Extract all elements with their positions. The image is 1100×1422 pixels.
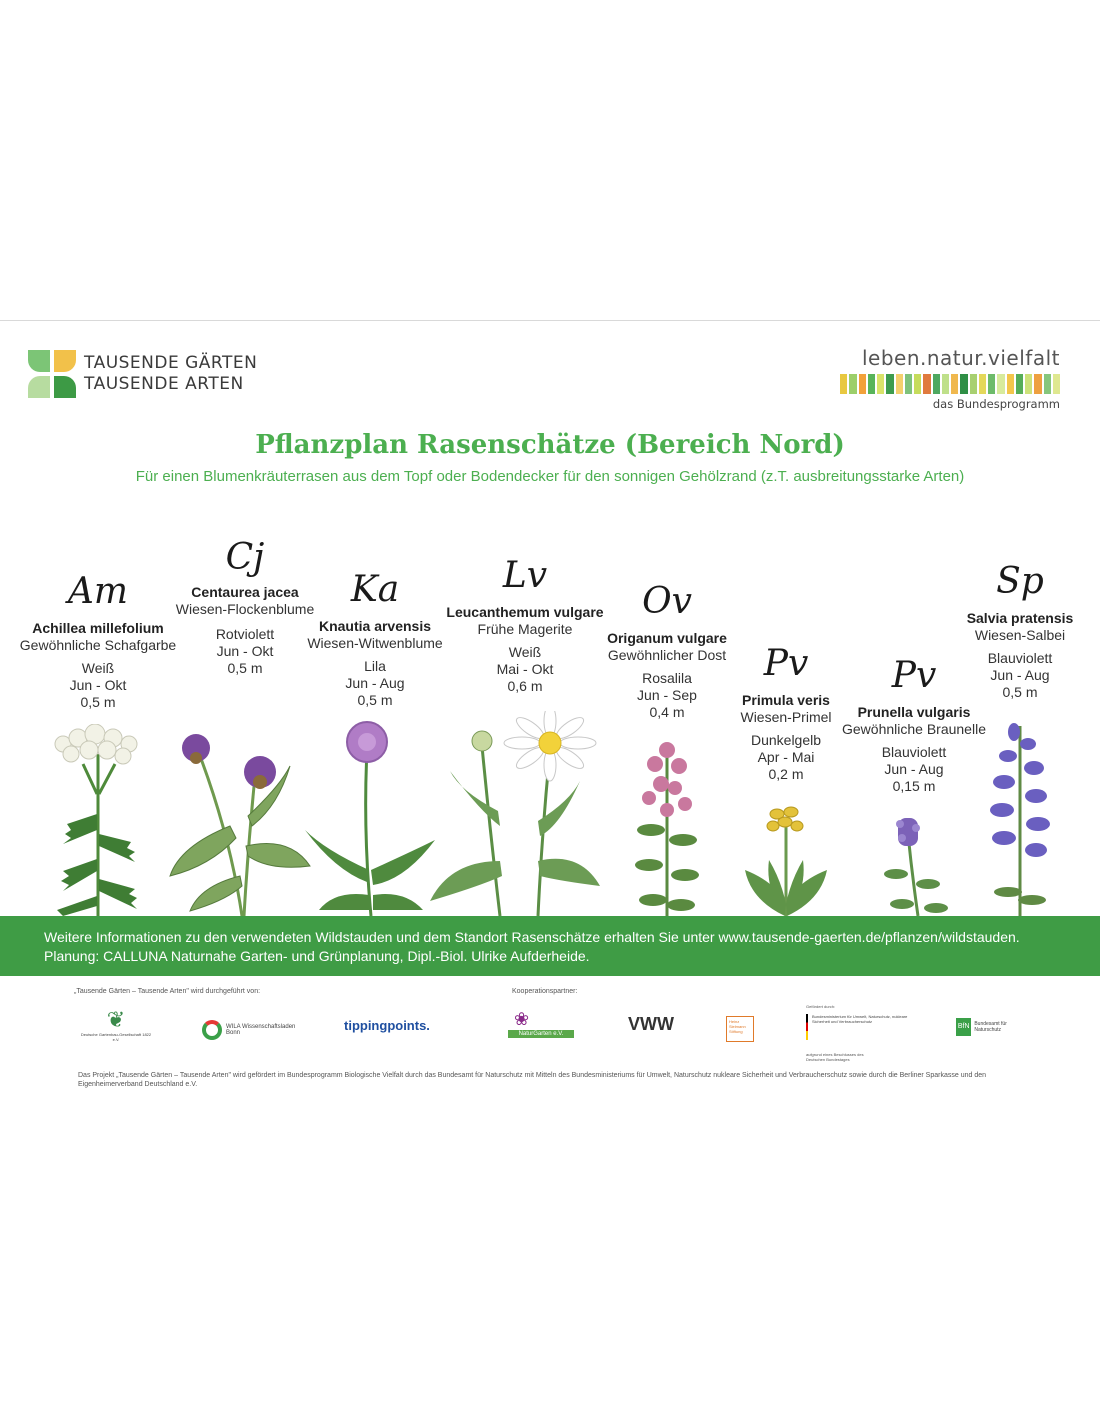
plant-height: 0,5 m bbox=[80, 694, 116, 710]
plant-bloom-time: Jun - Aug bbox=[990, 667, 1050, 683]
leaf-logo-icon bbox=[28, 350, 76, 398]
bmuv-label: Bundesministerium für Umwelt, Naturschutz, nukleare Sicherheit und Verbraucherschutz bbox=[812, 1014, 908, 1024]
executed-by-label: „Tausende Gärten – Tausende Arten" wird durchgeführt von: bbox=[74, 988, 261, 995]
plant-latin-name: Salvia pratensis bbox=[966, 610, 1074, 626]
dgg-logo bbox=[78, 1008, 154, 1042]
page-subtitle: Für einen Blumenkräuterrasen aus dem Topf oder Bodendecker für den sonnigen Gehölzrand (z.T. ausbreitungsstarke Arten) bbox=[135, 468, 965, 485]
plant-abbreviation: Lv bbox=[502, 555, 548, 596]
plant-height: 0,5 m bbox=[227, 660, 263, 676]
federal-flag-icon bbox=[806, 1014, 808, 1040]
plant-card-primula bbox=[726, 644, 846, 916]
plant-latin-name: Centaurea jacea bbox=[191, 584, 299, 600]
plant-bloom-time: Apr - Mai bbox=[757, 749, 815, 765]
naturgarten-logo bbox=[508, 1010, 574, 1044]
partners-label: Kooperationspartner: bbox=[512, 988, 578, 995]
plant-abbreviation: Cj bbox=[225, 537, 265, 578]
plant-latin-name: Origanum vulgare bbox=[607, 630, 727, 646]
wila-label: WILA Wissenschaftsladen Bonn bbox=[226, 1024, 296, 1036]
info-line-planning: Planung: CALLUNA Naturnahe Garten- und Grünplanung, Dipl.-Biol. Ulrike Aufderheide. bbox=[44, 948, 590, 964]
sage-flower-icon bbox=[980, 722, 1060, 916]
naturgarten-label: NaturGarten e.V. bbox=[508, 1030, 574, 1038]
plant-abbreviation: Ka bbox=[350, 569, 400, 610]
plant-flower-color: Blauviolett bbox=[881, 744, 947, 760]
vww-logo: VWW bbox=[628, 1014, 674, 1034]
info-banner bbox=[0, 916, 1100, 976]
plant-card-salvia bbox=[960, 562, 1080, 916]
plant-height: 0,15 m bbox=[892, 778, 936, 794]
bfn-logo bbox=[956, 1018, 1026, 1036]
plant-common-name: Frühe Magerite bbox=[477, 621, 573, 637]
plant-abbreviation: Ov bbox=[642, 581, 692, 622]
plant-height: 0,5 m bbox=[1002, 684, 1038, 700]
funded-label: Gefördert durch: bbox=[806, 1004, 836, 1009]
plant-flower-color: Rotviolett bbox=[215, 626, 275, 642]
plant-flower-color: Lila bbox=[364, 658, 386, 674]
bundestag-note: aufgrund eines Beschlusses des Deutschen Bundestages bbox=[806, 1052, 864, 1062]
bfn-mark-icon: BfN bbox=[956, 1018, 971, 1036]
plant-abbreviation: Am bbox=[67, 571, 129, 612]
thistle-icon: ❀ bbox=[514, 1009, 530, 1029]
selfheal-flower-icon bbox=[878, 814, 958, 916]
plant-common-name: Wiesen-Primel bbox=[740, 709, 832, 725]
plant-flower-color: Weiß bbox=[508, 644, 542, 660]
plant-common-name: Gewöhnliche Braunelle bbox=[842, 721, 986, 737]
plant-flower-color: Weiß bbox=[81, 660, 115, 676]
color-stripe-icon bbox=[840, 374, 1060, 394]
yarrow-flower-icon bbox=[33, 724, 163, 916]
plant-height: 0,5 m bbox=[357, 692, 393, 708]
lnv-title: leben.natur.vielfalt bbox=[861, 346, 1060, 370]
plant-latin-name: Knautia arvensis bbox=[318, 618, 432, 634]
plant-abbreviation: Pv bbox=[891, 655, 937, 696]
plant-common-name: Wiesen-Salbei bbox=[974, 627, 1066, 643]
plant-flower-color: Blauviolett bbox=[987, 650, 1053, 666]
dgg-label: Deutsche Gartenbau-Gesellschaft 1822 e.V. bbox=[80, 1032, 152, 1042]
logo-line-2: TAUSENDE ARTEN bbox=[84, 374, 244, 394]
oregano-flower-icon bbox=[627, 740, 707, 916]
page-title: Pflanzplan Rasenschätze (Bereich Nord) bbox=[255, 430, 845, 460]
wila-logo bbox=[202, 1020, 312, 1040]
leben-natur-vielfalt-logo bbox=[840, 346, 1060, 411]
plant-bloom-time: Jun - Okt bbox=[69, 677, 127, 693]
plant-common-name: Gewöhnlicher Dost bbox=[607, 647, 727, 663]
plant-height: 0,6 m bbox=[507, 678, 543, 694]
plant-latin-name: Leucanthemum vulgare bbox=[446, 604, 604, 620]
plant-abbreviation: Sp bbox=[996, 561, 1044, 602]
sielmann-logo: Heinz Sielmann Stiftung bbox=[726, 1016, 754, 1042]
plant-bloom-time: Jun - Aug bbox=[345, 675, 405, 691]
funding-footnote: Das Projekt „Tausende Gärten – Tausende Arten" wird gefördert im Bundesprogramm Biologische Vielfalt durch das Bundesamt für Naturschutz mit Mitteln des Bundesministeriums für Umwelt, Naturschutz nukleare Sicherheit und Verbraucherschutz sowie durch die Berliner Sparkasse und den Eigenheimerverband Deutschland e.V. bbox=[78, 1072, 987, 1088]
logo-line-1: TAUSENDE GÄRTEN bbox=[84, 353, 258, 373]
plant-bloom-time: Jun - Okt bbox=[216, 643, 274, 659]
plant-bloom-time: Jun - Aug bbox=[884, 761, 944, 777]
lnv-subtitle: das Bundesprogramm bbox=[932, 397, 1060, 411]
logo-text bbox=[84, 353, 257, 395]
bmuv-logo bbox=[806, 1014, 916, 1040]
daisy-flower-icon bbox=[420, 711, 610, 916]
plant-bloom-time: Jun - Sep bbox=[637, 687, 697, 703]
plant-flower-color: Rosalila bbox=[642, 670, 692, 686]
plant-latin-name: Primula veris bbox=[742, 692, 830, 708]
plant-common-name: Wiesen-Flockenblume bbox=[175, 601, 315, 617]
plant-height: 0,2 m bbox=[768, 766, 804, 782]
plant-flower-color: Dunkelgelb bbox=[750, 732, 822, 748]
plant-common-name: Wiesen-Witwenblume bbox=[307, 635, 443, 651]
plant-abbreviation: Pv bbox=[763, 643, 809, 684]
plant-latin-name: Prunella vulgaris bbox=[857, 704, 971, 720]
plant-height: 0,4 m bbox=[649, 704, 685, 720]
plant-card-origanum bbox=[600, 582, 734, 916]
info-line-more: Weitere Informationen zu den verwendeten Wildstauden und dem Standort Rasenschätze erhalten Sie unter www.tausende-gaerten.de/pflanzen/wildstauden. bbox=[44, 929, 1020, 945]
wila-ring-icon bbox=[202, 1020, 222, 1040]
tippingpoints-logo: tippingpoints. bbox=[344, 1018, 430, 1033]
plant-latin-name: Achillea millefolium bbox=[32, 620, 164, 636]
plant-card-leucanthemum bbox=[440, 556, 610, 916]
plant-common-name: Gewöhnliche Schafgarbe bbox=[19, 637, 177, 653]
cowslip-flower-icon bbox=[741, 800, 831, 916]
dgg-emblem-icon: ❦ bbox=[106, 1007, 126, 1032]
plant-bloom-time: Mai - Okt bbox=[496, 661, 554, 677]
top-divider bbox=[0, 320, 1100, 321]
bfn-label: Bundesamt für Naturschutz bbox=[974, 1021, 1007, 1033]
tausende-gaerten-logo bbox=[28, 350, 257, 398]
